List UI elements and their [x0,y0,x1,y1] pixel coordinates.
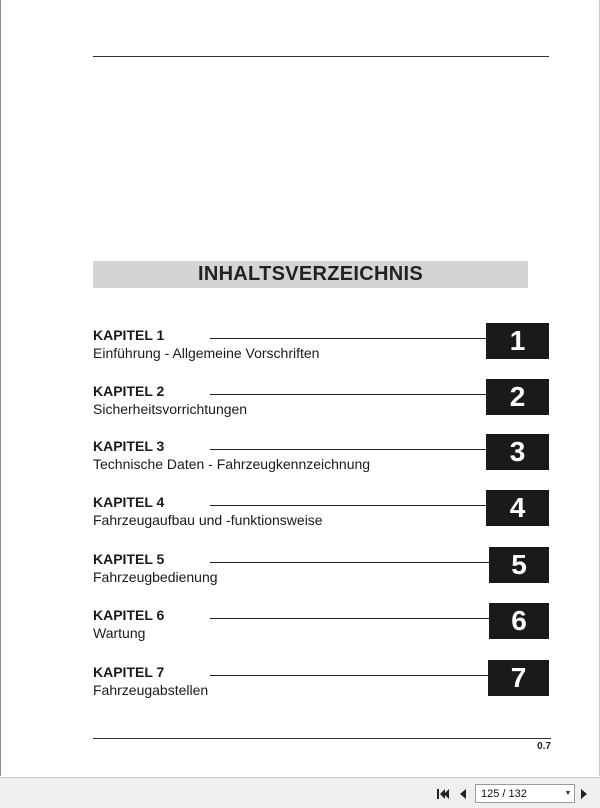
chapter-number-box: 3 [486,434,549,470]
leader-line [210,394,486,395]
leader-line [210,562,489,563]
chapter-6 [93,603,551,643]
chapter-label: KAPITEL 6 [93,607,165,623]
next-page-button[interactable] [577,787,591,801]
chapter-subtitle: Fahrzeugabstellen [93,682,209,698]
toc-title: INHALTSVERZEICHNIS [93,261,528,288]
leader-line [210,338,486,339]
chapter-number-box: 6 [489,603,549,639]
chapter-number-box: 4 [486,490,549,526]
chapter-subtitle: Einführung - Allgemeine Vorschriften [93,345,320,361]
chapter-1 [93,323,551,363]
chapter-label: KAPITEL 3 [93,438,165,454]
leader-line [210,505,486,506]
chapter-3 [93,434,551,474]
chapter-label: KAPITEL 1 [93,327,165,343]
leader-line [210,675,488,676]
chapter-subtitle: Sicherheitsvorrichtungen [93,401,248,417]
chapter-label: KAPITEL 4 [93,494,165,510]
chapter-subtitle: Technische Daten - Fahrzeugkennzeichnung [93,456,371,472]
chapter-number-box: 7 [488,660,549,696]
chapter-subtitle: Wartung [93,625,146,641]
chapter-4 [93,490,551,530]
chapter-label: KAPITEL 5 [93,551,165,567]
first-page-icon [436,788,450,800]
chapter-number-box: 1 [486,323,549,359]
chapter-number-box: 2 [486,379,549,415]
page-selector[interactable] [475,784,575,803]
first-page-button[interactable] [436,787,450,801]
chapter-5 [93,547,551,587]
chapter-subtitle: Fahrzeugaufbau und -funktionsweise [93,512,323,528]
chapter-label: KAPITEL 7 [93,664,165,680]
previous-page-icon [458,788,468,800]
previous-page-button[interactable] [456,787,470,801]
chapter-number-box: 5 [489,547,549,583]
next-page-icon [579,788,589,800]
chapter-7 [93,660,551,700]
chapter-subtitle: Fahrzeugbedienung [93,569,218,585]
leader-line [210,618,489,619]
bottom-rule [93,738,551,739]
top-rule [93,56,549,57]
chapter-label: KAPITEL 2 [93,383,165,399]
page-indicator: 125 / 132 [481,787,527,800]
chapter-2 [93,379,551,419]
dropdown-icon[interactable]: ▼ [564,790,572,797]
leader-line [210,449,486,450]
page-number: 0.7 [537,741,551,752]
viewer-toolbar [0,777,600,808]
